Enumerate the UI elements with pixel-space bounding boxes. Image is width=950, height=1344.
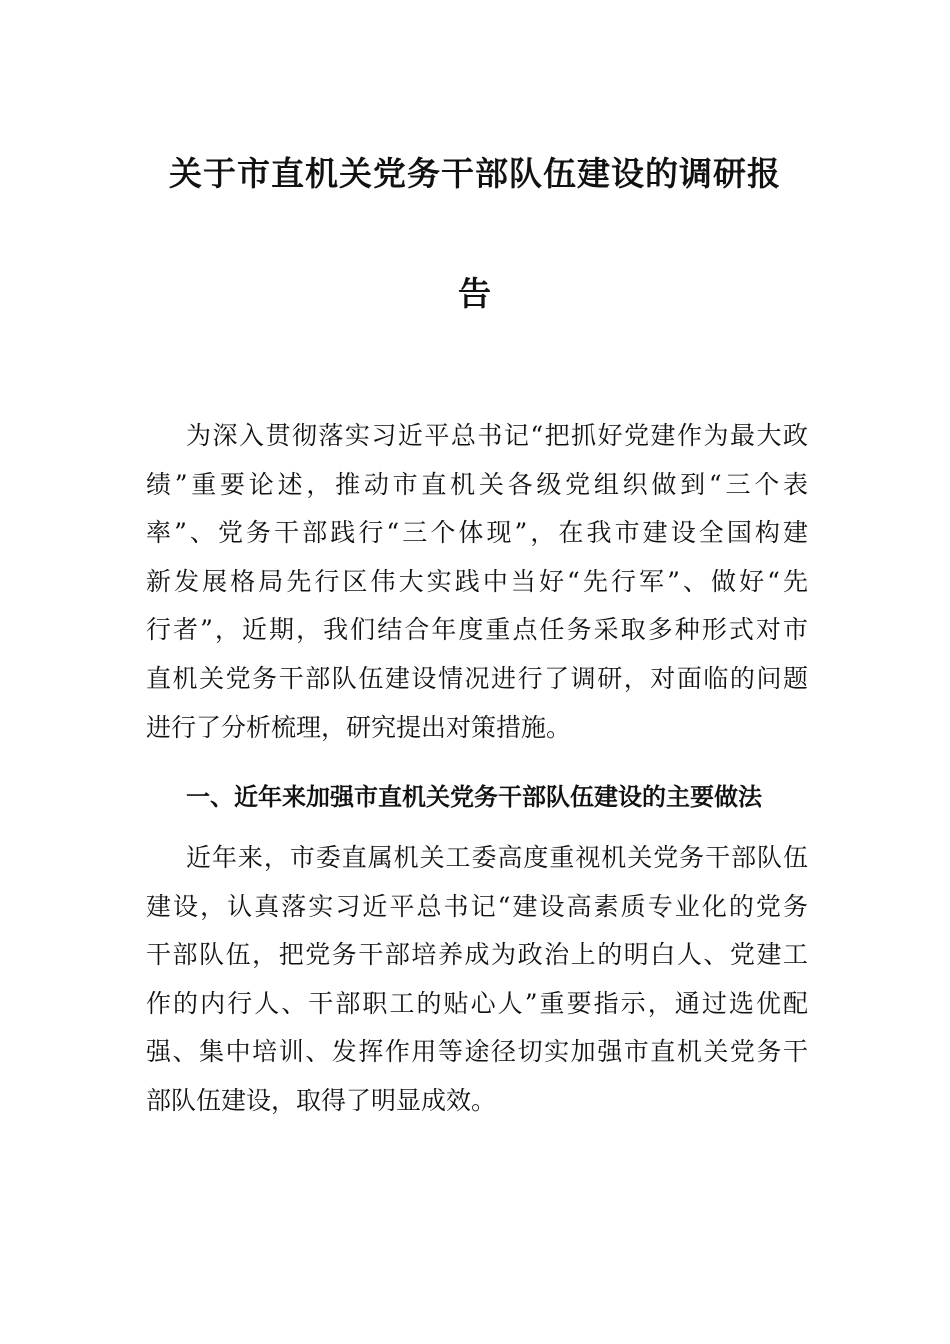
intro-paragraph xyxy=(146,412,808,752)
paragraph-line: 进行了分析梳理，研究提出对策措施。 xyxy=(146,712,572,742)
paragraph-line: 新发展格局先行区伟大实践中当好“先行军”、做好“先 xyxy=(146,566,808,596)
section1-paragraph xyxy=(146,834,808,1126)
paragraph-line: 为深入贯彻落实习近平总书记“把抓好党建作为最大政 xyxy=(186,421,808,450)
paragraph-line: 建设，认真落实习近平总书记“建设高素质专业化的党务 xyxy=(146,891,808,921)
paragraph-line: 绩”重要论述，推动市直机关各级党组织做到“三个表 xyxy=(146,469,808,499)
document-title-line-1: 关于市直机关党务干部队伍建设的调研报 xyxy=(169,154,781,193)
paragraph-line: 行者”，近期，我们结合年度重点任务采取多种形式对市 xyxy=(146,615,808,645)
document-title-line-2: 告 xyxy=(458,274,492,313)
section-heading: 一、近年来加强市直机关党务干部队伍建设的主要做法 xyxy=(186,782,762,811)
paragraph-line: 近年来，市委直属机关工委高度重视机关党务干部队伍 xyxy=(186,843,808,872)
paragraph-line: 直机关党务干部队伍建设情况进行了调研，对面临的问题 xyxy=(146,663,808,693)
paragraph-line: 强、集中培训、发挥作用等途径切实加强市直机关党务干 xyxy=(146,1037,808,1067)
paragraph-line: 部队伍建设，取得了明显成效。 xyxy=(146,1085,497,1115)
paragraph-line: 率”、党务干部践行“三个体现”，在我市建设全国构建 xyxy=(146,518,808,548)
paragraph-line: 干部队伍，把党务干部培养成为政治上的明白人、党建工 xyxy=(146,940,808,970)
paragraph-line: 作的内行人、干部职工的贴心人”重要指示，通过选优配 xyxy=(146,988,808,1018)
